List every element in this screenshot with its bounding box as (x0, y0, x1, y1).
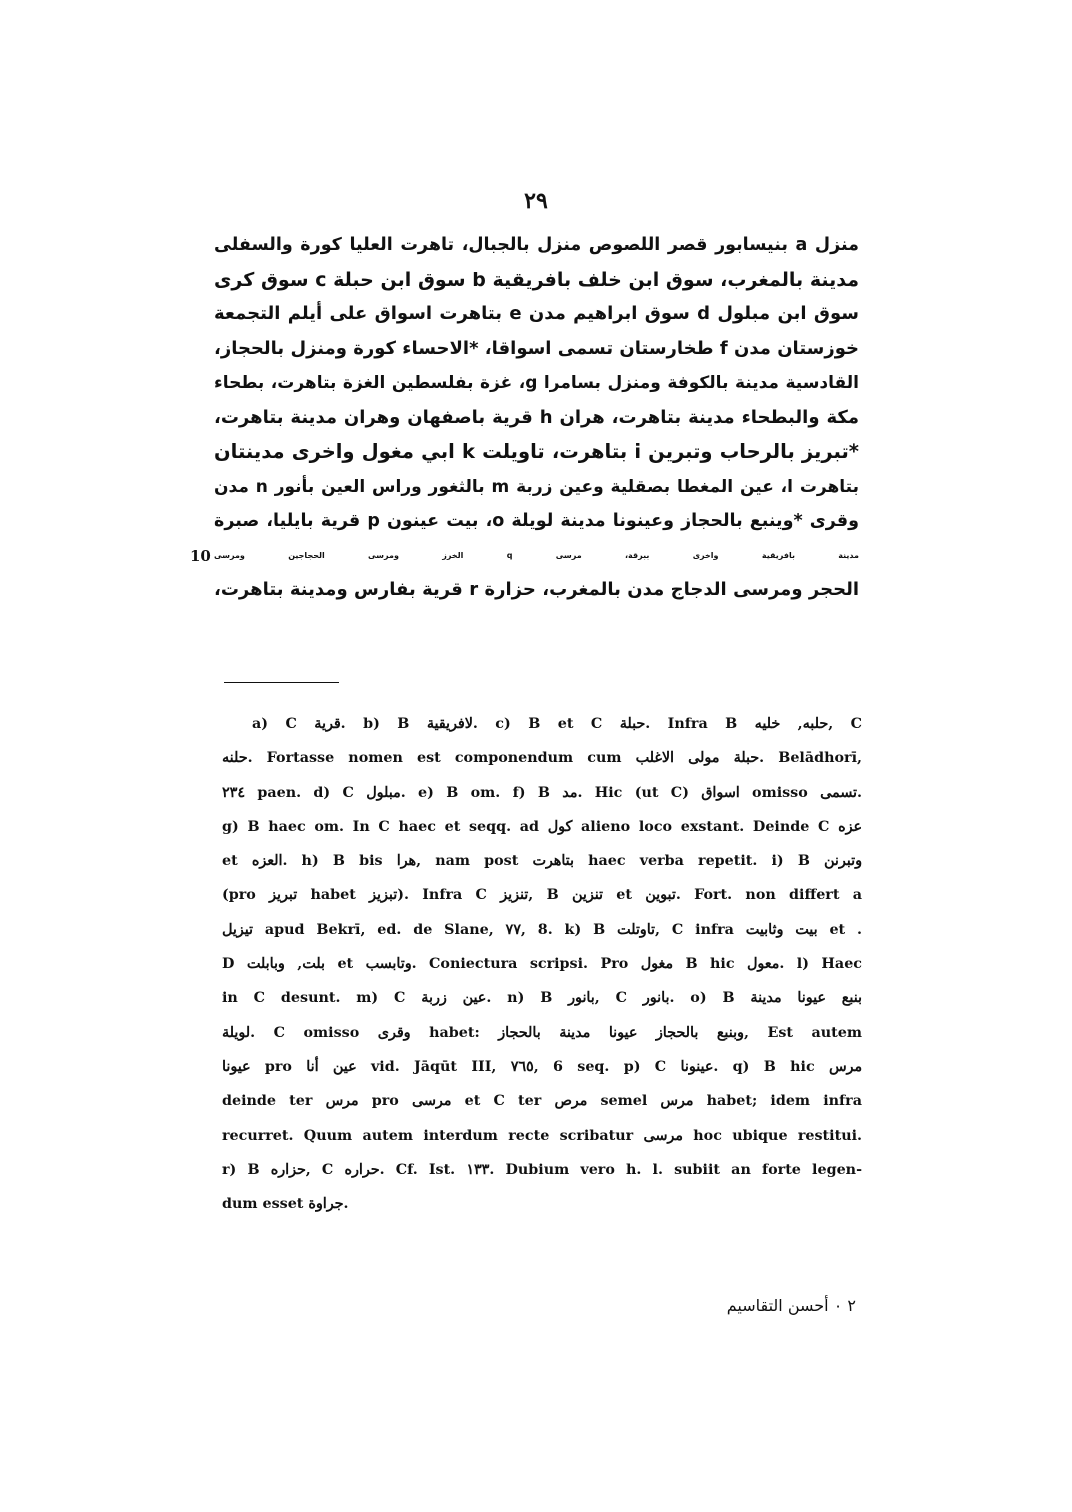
arabic-line: خوزستان مدن f طخارستان تسمى اسواقا، *الاحساء كورة ومنزل بالحجاز، (214, 337, 859, 359)
line-number: 10 (190, 546, 211, 565)
arabic-line: الحجر ومرسى الدجاج مدن بالمغرب، حزارة r قرية بفارس ومدينة بتاهرت، (214, 579, 859, 600)
arabic-line: وقرى *وينبع بالحجاز وعينونا مدينة لويلة o، بيت عينون p قرية بايليا، صبرة (214, 511, 859, 531)
footnote-line: ٢٣٤ paen. d) C مبلول. e) B om. f) B مد. Hic (ut C) اسواق omisso تسمى. (222, 784, 862, 801)
arabic-line: *تبريز بالرحاب وتبرين i بتاهرت، تاويلت k ابي مغول واخرى مدينتان (214, 440, 859, 463)
critical-apparatus (222, 707, 862, 1221)
signature-mark: ٢ ۰ أحسن التقاسيم (726, 1296, 856, 1315)
footnote-divider (224, 682, 339, 683)
footnote-line: D بلت, وبابلت et وتابسب. Coniectura scripsi. Pro مغول B hic معول. l) Haec (222, 956, 862, 973)
arabic-line: مدينة بالمغرب، سوق ابن خلف بافريقية b سوق ابن حبلة c سوق كرى (214, 268, 859, 291)
arabic-line: منزل a بنيسابور قصر اللصوص منزل بالجبال، تاهرت العليا كورة والسفلى (214, 235, 859, 255)
footnote-line: حلنه. Fortasse nomen est componendum cum حبلة مولى الاغلب. Belādhorī, (222, 750, 862, 767)
arabic-line: مكة والبطحاء مدينة بتاهرت، هران h قرية باصفهان وهران مدينة بتاهرت، (214, 406, 859, 428)
footnote-line: deinde ter مرس pro مرسى et C ter مرص semel مرس habet; idem infra (222, 1093, 862, 1110)
footnote-line: r) B حزاره, C حراره. Cf. Ist. ١٣٣. Dubium vero h. l. subiit an forte legen- (222, 1161, 863, 1178)
arabic-main-text (190, 228, 859, 608)
footnote-line: recurret. Quum autem interdum recte scribatur مرسى hoc ubique restitui. (222, 1127, 862, 1144)
arabic-line-10 (190, 539, 859, 574)
footnote-line: عيونا pro عين أنا vid. Jāqūt III, ٧٦٥, 6 seq. p) C عينونا. q) B hic مرس (222, 1058, 863, 1075)
footnote-line: in C desunt. m) C عين زربة. n) B بانور, C بانور. o) B بنبع عيونا مدينة (222, 990, 863, 1007)
footnote-line: تيزيل apud Bekrī, ed. de Slane, ٧٧, 8. k) B تاوتلت, C infra بيت وثابيت et . (222, 921, 862, 938)
page-number: ٢٩ (524, 188, 548, 214)
footnote-line: a) C قرية. b) B لافريقية. c) B et C حبلة. Infra B حلبه, خليه, C (252, 716, 862, 732)
arabic-line: سوق ابن مبلول d سوق ابراهيم مدن e بتاهرت اسواق على أيلم التجمعة (214, 303, 859, 324)
arabic-line-text: مدينة بافريقية واخرى ببرقة، مرسى q الخرز ومرسى الحجاجين ومرسى (214, 550, 859, 560)
footnote-line: et العزه. h) B bis هرا, nam post بتاهرت haec verba repetit. i) B وتبرنن (222, 853, 862, 870)
footnote-line: (pro تبريز habet تبزيز). Infra C تنزيز, B تنزين et تبوين. Fort. non differt a (222, 887, 862, 904)
footnote-line: g) B haec om. In C haec et seqq. ad كول alieno loco exstant. Deinde C عزه (222, 818, 863, 835)
arabic-line: بتاهرت l، عين المغطا بصقلية وعين زربة m بالثغور وراس العين بأنور n مدن (214, 476, 859, 497)
footnote-line: لويلة. C omisso وقرى habet: وبنبع بالحجاز عيونا مدينة بالحجاز, Est autem (222, 1024, 862, 1041)
footnote-line: dum esset جراوة. (222, 1196, 349, 1213)
arabic-line: القادسية مدينة بالكوفة ومنزل بسامرا g، غزة بفلسطين الغزة بتاهرت، بطحاء (214, 373, 859, 393)
